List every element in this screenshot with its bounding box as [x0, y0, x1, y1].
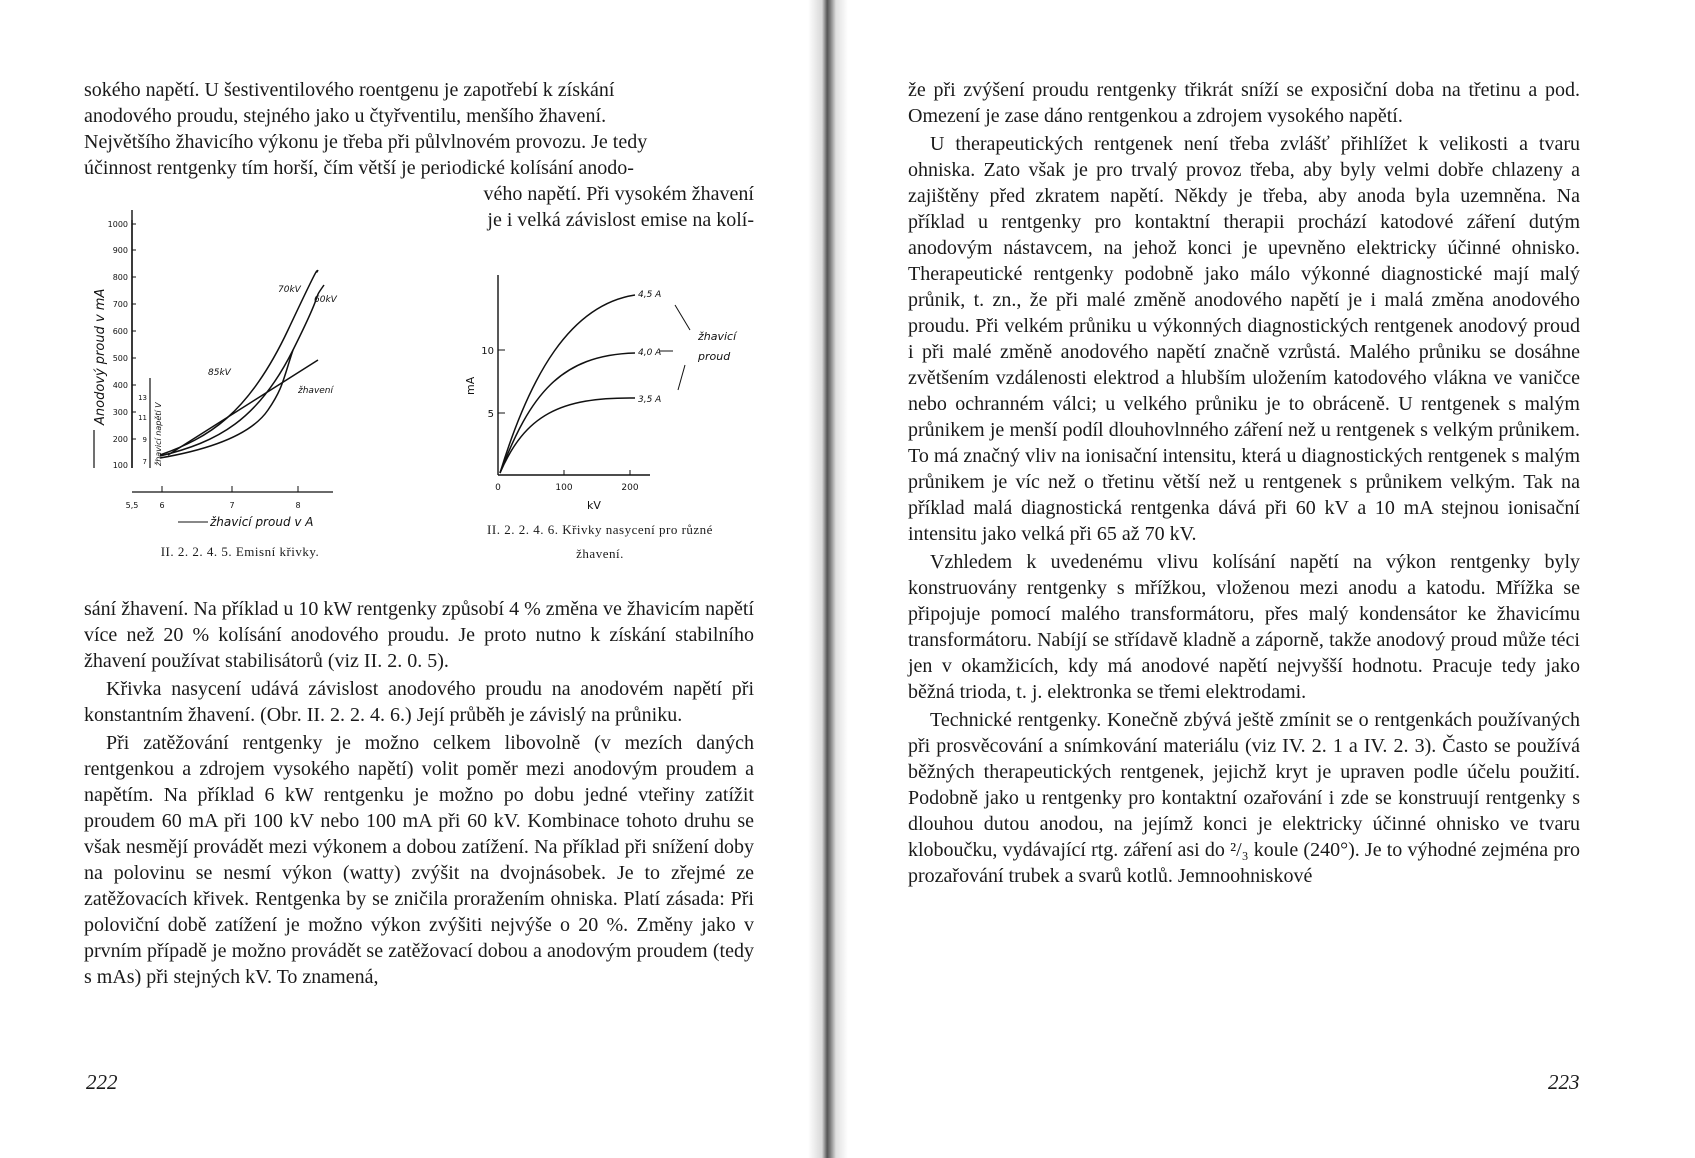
left-side-text — [415, 181, 754, 233]
text-line: vého napětí. Při vysokém žhavení — [483, 183, 754, 205]
tick-label: 100 — [555, 483, 573, 493]
paragraph: Technické rentgenky. Konečně zbývá ještě zmínit se o rentgenkách používaných při prosvěcování a snímkování materiálu (viz IV. 2. 1 a IV. 2. 3). Často se používá běžných therapeutických rentgenek, jejichž kryt je upraven podle účelu použití. Podobně jako u rentgenky pro kontaktní ozařování i zde se konstruují rentgenky s dlouhou dutou anodou, na jejímž konci je elektricky účinné ohnisko ve tvaru kloboučku, vydávající rtg. záření asi do ²/₃ koule (240°). Je to výhodné zejména pro prozařování trubek a svarů kotlů. Jemnoohniskové — [908, 709, 1580, 887]
curve-label: 70kV — [278, 285, 301, 295]
caption-line: žhavení. — [576, 546, 624, 561]
tick-label: 100 — [112, 461, 128, 470]
curve-4-5A — [500, 295, 635, 473]
paragraph: Křivka nasycení udává závislost anodového proudu na anodovém napětí při konstantním žhavení. (Obr. II. 2. 2. 4. 6.) Její průběh je závislý na průniku. — [84, 678, 754, 726]
paragraph: sání žhavení. Na příklad u 10 kW rentgenky způsobí 4 % změna ve žhavicím napětí více než 20 % kolísání anodového proudu. Je proto nutno k získání stabilního žhavení používat stabilisátorů (viz II. 2. 0. 5). — [84, 598, 754, 672]
tick-label: 700 — [112, 300, 128, 309]
caption-line: II. 2. 2. 4. 6. Křivky nasycení pro různé — [487, 522, 713, 537]
curve-85kv — [160, 350, 293, 458]
tick-label: 300 — [112, 408, 128, 417]
y-axis-label: mA — [464, 376, 477, 395]
text-line: Největšího žhavicího výkonu je třeba při půlvlnovém provozu. Je tedy — [84, 131, 648, 153]
text-line: účinnost rentgenky tím horší, čím větší je periodické kolísání anodo- — [84, 157, 634, 179]
page-number: 223 — [1548, 1070, 1580, 1094]
inner-tick: 11 — [138, 414, 147, 422]
paragraph: Vzhledem k uvedenému vlivu kolísání napětí na výkon rentgenky byly konstruovány rentgenky s mřížkou, vloženou mezi anodu a katodu. Mřížka se připojuje pomocí malého transformátoru, přes malý kondensátor ke žhavicímu transformátoru. Nabíjí se střídavě kladně a záporně, takže anodový proud může téci jen v okamžicích, kdy má anodové napětí nejvyšší hodnotu. Pracuje tedy jako běžná trioda, t. j. elektronka se třemi elektrodami. — [908, 551, 1580, 703]
tick-label: 500 — [112, 354, 128, 363]
curve-label: 3,5 A — [638, 395, 662, 405]
tick-label: 200 — [621, 483, 639, 493]
curve-heating — [168, 360, 318, 455]
curve-label: žhavení — [298, 386, 334, 396]
tick-label: 0 — [495, 483, 501, 493]
tick-label: 200 — [112, 435, 128, 444]
saturation-curves-figure — [450, 265, 780, 520]
x-axis-label: kV — [587, 499, 601, 512]
page-number: 222 — [86, 1070, 118, 1094]
text-line: sokého napětí. U šestiventilového roentgenu je zapotřebí k získání — [84, 79, 615, 101]
tick-label: 600 — [112, 327, 128, 336]
text-line: anodového proudu, stejného jako u čtyřventilu, menšího žhavení. — [84, 105, 607, 127]
legend-text: žhavicí — [698, 330, 737, 343]
saturation-curves — [500, 295, 635, 473]
curve-4-0A — [500, 353, 635, 473]
emission-curves — [160, 270, 324, 458]
tick-label: 1000 — [107, 220, 128, 229]
curve-label: 4,0 A — [638, 348, 662, 358]
text-line: je i velká závislost emise na kolí- — [487, 209, 754, 231]
x-axis-label: žhavicí proud v A — [210, 515, 314, 529]
y-axis-label: Anodový proud v mA — [93, 288, 108, 425]
book-gutter — [808, 0, 848, 1158]
curve-label: 4,5 A — [638, 290, 662, 300]
tick-label: 10 — [481, 346, 494, 357]
curve-60kv — [160, 285, 324, 456]
curve-3-5A — [500, 398, 635, 473]
y-ticks — [108, 220, 128, 470]
tick-label: 5,5 — [125, 501, 139, 510]
emission-curves-figure — [88, 210, 418, 530]
inner-tick: 9 — [142, 436, 147, 444]
curve-70kv — [160, 270, 318, 455]
fig5-caption: II. 2. 2. 4. 5. Emisní křivky. — [160, 544, 320, 559]
left-page — [0, 0, 808, 1158]
tick-label: 5 — [487, 409, 494, 420]
left-top-text — [84, 77, 754, 181]
inner-tick: 7 — [142, 458, 147, 466]
right-page — [848, 0, 1695, 1158]
tick-label: 900 — [112, 246, 128, 255]
tick-label: 8 — [295, 501, 301, 510]
curve-label: 85kV — [208, 368, 231, 378]
fig6-caption — [430, 518, 770, 566]
right-body-text — [908, 77, 1580, 889]
left-body-text — [84, 596, 754, 990]
paragraph: Při zatěžování rentgenky je možno celkem libovolně (v mezích daných rentgenkou a zdrojem vysokého napětí) volit poměr mezi anodovým proudem a napětím. Na příklad 6 kW rentgenku je možno po dobu jedné vteřiny zatížit proudem 60 mA při 100 kV nebo 100 mA při 60 kV. Kombinace tohoto druhu se však nesmějí provádět mezi výkonem a dobou zatížení. Na příklad při snížení doby na polovinu se nesmí výkon (watty) zvýšit na dvojnásobek. Je to zřejmé ze zatěžovacích křivek. Rentgenka by se zničila proražením ohniska. Platí zásada: Při poloviční době zatížení je možno výkon zvýšiti nejvýše o 20 %. Změny jako v prvním případě je možno provádět se zatěžovací dobou a anodovým proudem (tedy s mAs) při stejných kV. To znamená, — [84, 732, 754, 988]
paragraph: že při zvýšení proudu rentgenky třikrát sníží se exposiční doba na třetinu a pod. Omezení je zase dáno rentgenkou a zdrojem vysokého napětí. — [908, 79, 1580, 127]
inner-axis-label: žhavicí napětí V — [154, 402, 163, 466]
tick-label: 800 — [112, 273, 128, 282]
tick-label: 7 — [229, 501, 235, 510]
curve-label: 60kV — [314, 295, 337, 305]
tick-label: 6 — [159, 501, 165, 510]
paragraph: U therapeutických rentgenek není třeba zvlášť přihlížet k velikosti a tvaru ohniska. Zato však je pro trvalý provoz třeba, aby byly velmi dobře chlazeny a zajištěny před zkratem napětí. Někdy je třeba, aby anoda byla uzemněna. Na příklad u rentgenky pro kontaktní therapii prochází katodové záření dutým anodovým nástavcem, na jehož konci je upevněno elektricky účinné ohnisko. Therapeutické rentgenky podobně jako málo výkonné diagnostické mají malý průnik, t. zn., že při malé změně anodového napětí je i malá změna anodového proudu. Při velkém průniku u výkonných diagnostických rentgenek anodový proud i při malé změně anodového napětí značně vzrůstá. Malého průniku se dosáhne zvětšením vzdálenosti elektrod a hlubším uložením katodového vlákna ve vaničce nebo ochranném válci; u velkého průniku je to obráceně. U rentgenek s malým průnikem je menší podíl dlouhovlnného záření než u rentgenek s velkým průnikem. To má značný vliv na ionisační intensitu, která u diagnostických rentgenek s malým průnikem je víc než o třetinu větší než u rentgenek s průnikem velkým. Tak na příklad malá diagnostická rentgenka dává při 60 kV a 10 mA stejnou ionisační intensitu jako velká při 65 až 70 kV. — [908, 133, 1580, 545]
inner-tick: 13 — [138, 394, 147, 402]
tick-label: 400 — [112, 381, 128, 390]
legend-text: proud — [698, 350, 731, 363]
